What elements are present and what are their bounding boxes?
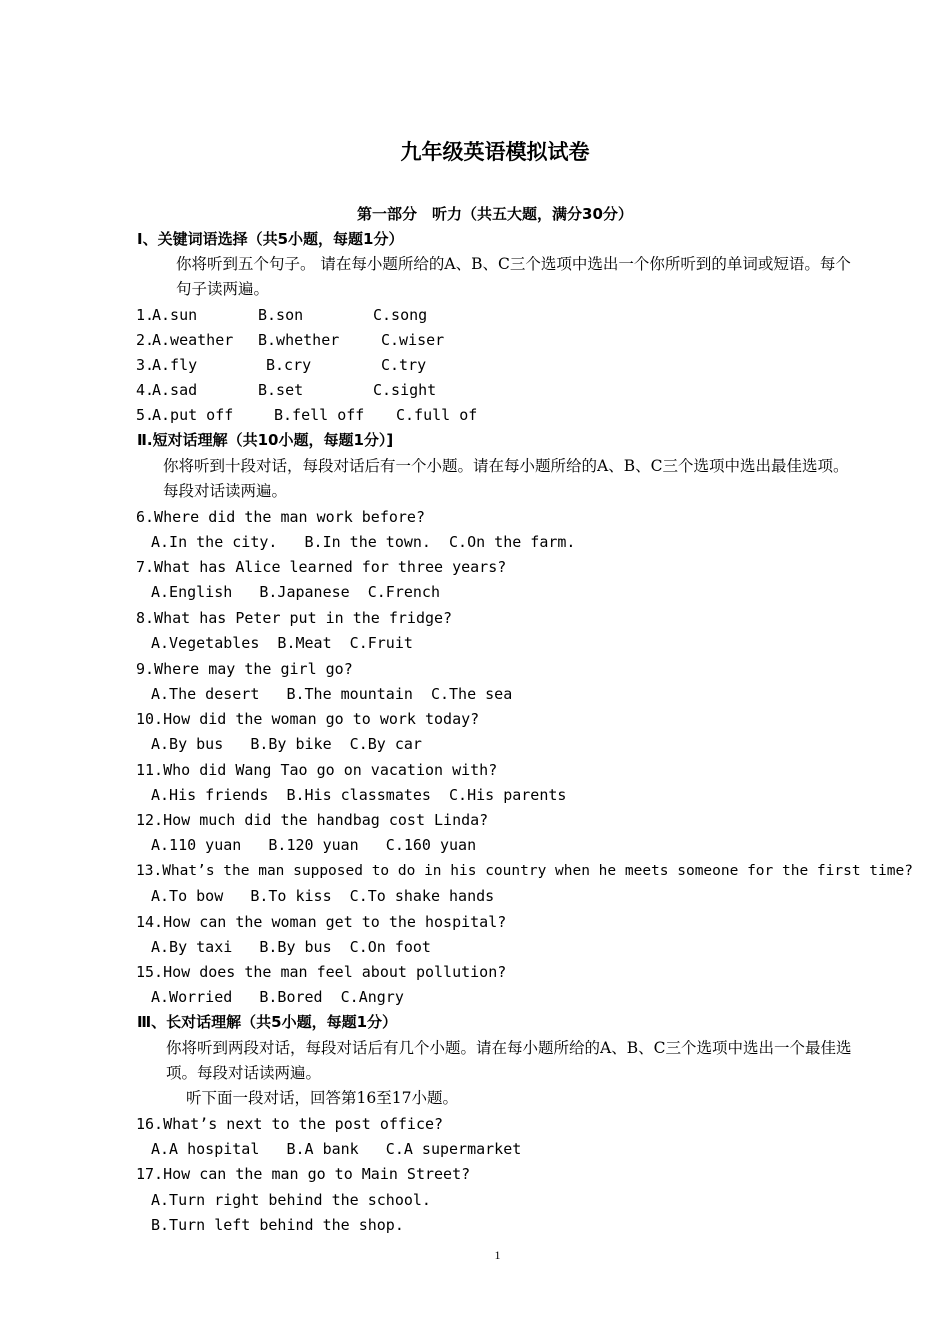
- option-c: C.try: [381, 356, 427, 374]
- options-15: A.Worried B.Bored C.Angry: [151, 988, 404, 1006]
- question-12: 12.How much did the handbag cost Linda?: [136, 811, 489, 829]
- options-6: A.In the city. B.In the town. C.On the farm.: [151, 533, 576, 551]
- section1-heading: Ⅰ、关键词语选择（共5小题，每题1分）: [137, 230, 404, 248]
- options-12: A.110 yuan B.120 yuan C.160 yuan: [151, 836, 477, 854]
- section1-instruction-text: 你将听到五个句子。 请在每小题所给的A、B、C三个选项中选出一个你所听到的单词或短语。每个句子读两遍。: [176, 255, 851, 298]
- page-title: 九年级英语模拟试卷: [400, 140, 590, 164]
- options-7: A.English B.Japanese C.French: [151, 583, 440, 601]
- item-number: 4.: [136, 381, 155, 399]
- question-7: 7.What has Alice learned for three years?: [136, 558, 507, 576]
- option-17b: B.Turn left behind the shop.: [151, 1216, 404, 1234]
- section3-instruction: 你将听到两段对话，每段对话后有几个小题。请在每小题所给的A、B、C三个选项中选出一个最佳选项。每段对话读两遍。: [166, 1039, 852, 1082]
- option-17a: A.Turn right behind the school.: [151, 1191, 431, 1209]
- options-16: A.A hospital B.A bank C.A supermarket: [151, 1140, 522, 1158]
- option-b: B.cry: [266, 356, 312, 374]
- option-c: C.song: [373, 306, 428, 324]
- item-number: 3.: [136, 356, 155, 374]
- option-c: C.sight: [373, 381, 437, 399]
- question-13: 13.What’s the man supposed to do in his country when he meets someone for the first time?: [136, 863, 913, 879]
- option-a: A.sad: [152, 381, 198, 399]
- section2-heading: Ⅱ.短对话理解（共10小题，每题1分）]: [137, 431, 394, 449]
- option-b: B.son: [258, 306, 304, 324]
- options-13: A.To bow B.To kiss C.To shake hands: [151, 887, 495, 905]
- options-11: A.His friends B.His classmates C.His parents: [151, 786, 567, 804]
- section1-instruction: [176, 252, 866, 302]
- option-c: C.wiser: [381, 331, 445, 349]
- option-a: A.sun: [152, 306, 198, 324]
- item-number: 5.: [136, 406, 155, 424]
- question-10: 10.How did the woman go to work today?: [136, 710, 480, 728]
- question-17: 17.How can the man go to Main Street?: [136, 1165, 471, 1183]
- section3-sub-instruction: 听下面一段对话，回答第16至17小题。: [186, 1089, 458, 1107]
- question-8: 8.What has Peter put in the fridge?: [136, 609, 453, 627]
- question-9: 9.Where may the girl go?: [136, 660, 353, 678]
- item-number: 2.: [136, 331, 155, 349]
- question-6: 6.Where did the man work before?: [136, 508, 425, 526]
- option-a: A.put off: [152, 406, 234, 424]
- question-16: 16.What’s next to the post office?: [136, 1115, 444, 1133]
- option-a: A.fly: [152, 356, 198, 374]
- item-number: 1.: [136, 306, 155, 324]
- option-a: A.weather: [152, 331, 234, 349]
- options-9: A.The desert B.The mountain C.The sea: [151, 685, 513, 703]
- part-heading: 第一部分 听力（共五大题，满分30分）: [357, 205, 633, 223]
- options-10: A.By bus B.By bike C.By car: [151, 735, 422, 753]
- option-b: B.whether: [258, 331, 340, 349]
- option-b: B.fell off: [274, 406, 365, 424]
- question-11: 11.Who did Wang Tao go on vacation with?: [136, 761, 498, 779]
- page-number: 1: [494, 1248, 501, 1262]
- option-b: B.set: [258, 381, 304, 399]
- options-8: A.Vegetables B.Meat C.Fruit: [151, 634, 413, 652]
- question-15: 15.How does the man feel about pollution?: [136, 963, 507, 981]
- section3-heading: Ⅲ、长对话理解（共5小题，每题1分）: [137, 1013, 398, 1031]
- option-c: C.full of: [396, 406, 478, 424]
- options-14: A.By taxi B.By bus C.On foot: [151, 938, 431, 956]
- section2-instruction: 你将听到十段对话，每段对话后有一个小题。请在每小题所给的A、B、C三个选项中选出最佳选项。每段对话读两遍。: [163, 457, 849, 500]
- question-14: 14.How can the woman get to the hospital?: [136, 913, 507, 931]
